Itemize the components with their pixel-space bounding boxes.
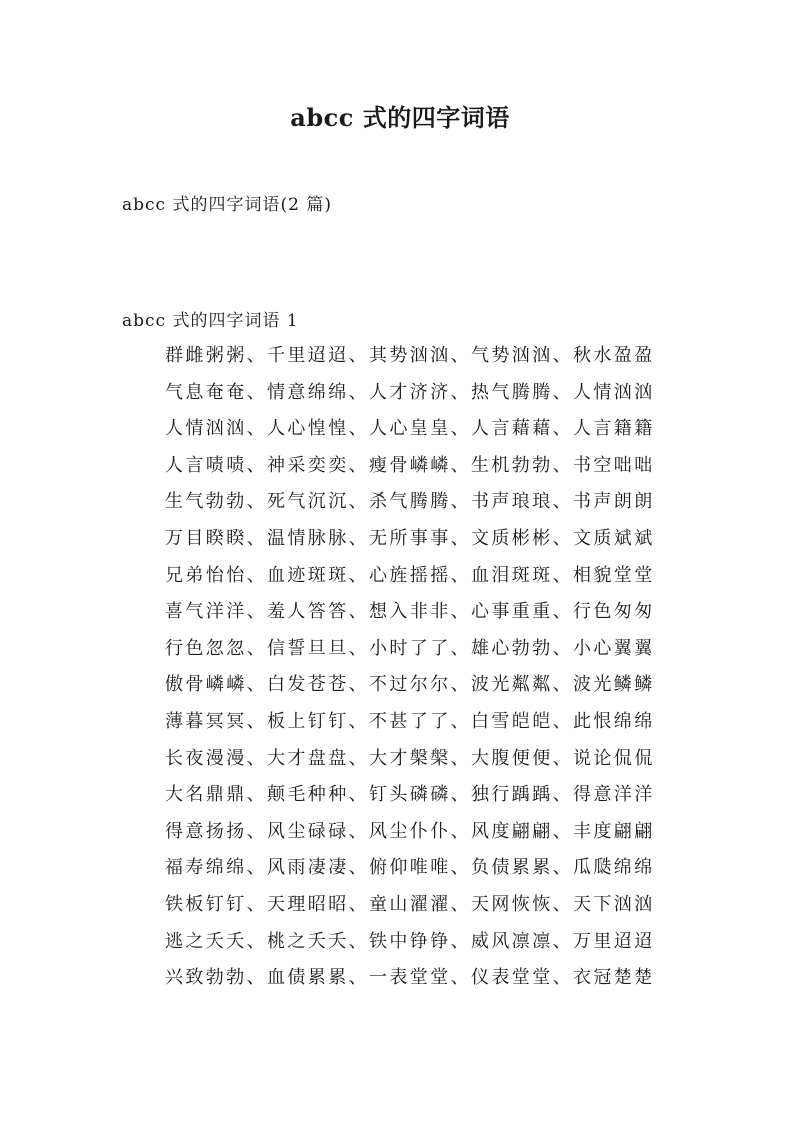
idiom-line: 兴致勃勃、血债累累、一表堂堂、仪表堂堂、衣冠楚楚	[165, 967, 655, 989]
idiom-line: 薄暮冥冥、板上钉钉、不甚了了、白雪皑皑、此恨绵绵	[165, 710, 655, 732]
idiom-line: 长夜漫漫、大才盘盘、大才槃槃、大腹便便、说论侃侃	[165, 747, 655, 769]
idiom-line: 大名鼎鼎、颠毛种种、钉头磷磷、独行踽踽、得意洋洋	[165, 784, 655, 806]
idiom-line: 行色忽忽、信誓旦旦、小时了了、雄心勃勃、小心翼翼	[165, 637, 655, 659]
idiom-line: 万目睽睽、温情脉脉、无所事事、文质彬彬、文质斌斌	[165, 527, 655, 549]
idiom-line: 得意扬扬、风尘碌碌、风尘仆仆、风度翩翩、丰度翩翩	[165, 820, 655, 842]
idiom-line: 人情汹汹、人心惶惶、人心皇皇、人言藉藉、人言籍籍	[165, 418, 655, 440]
idiom-line: 群雌粥粥、千里迢迢、其势汹汹、气势汹汹、秋水盈盈	[165, 345, 655, 366]
idiom-line: 傲骨嶙嶙、白发苍苍、不过尔尔、波光粼粼、波光鳞鳞	[165, 674, 655, 696]
idiom-line: 喜气洋洋、羞人答答、想入非非、心事重重、行色匆匆	[165, 601, 655, 623]
document-subtitle: abcc 式的四字词语(2 篇)	[122, 195, 332, 215]
idiom-line: 福寿绵绵、风雨凄凄、俯仰唯唯、负债累累、瓜瓞绵绵	[165, 857, 655, 879]
idiom-line: 人言啧啧、神采奕奕、瘦骨嶙嶙、生机勃勃、书空咄咄	[165, 454, 655, 476]
idiom-list	[165, 338, 685, 997]
section-heading: abcc 式的四字词语 1	[122, 311, 299, 331]
page-title: abcc 式的四字词语	[290, 103, 510, 132]
idiom-line: 铁板钉钉、天理昭昭、童山濯濯、天网恢恢、天下汹汹	[165, 893, 655, 915]
idiom-line: 兄弟怡怡、血迹斑斑、心旌摇摇、血泪斑斑、相貌堂堂	[165, 564, 655, 586]
idiom-line: 逃之夭夭、桃之夭夭、铁中铮铮、威风凛凛、万里迢迢	[165, 930, 655, 952]
idiom-line: 生气勃勃、死气沉沉、杀气腾腾、书声琅琅、书声朗朗	[165, 491, 655, 513]
idiom-line: 气息奄奄、情意绵绵、人才济济、热气腾腾、人情汹汹	[165, 381, 655, 403]
